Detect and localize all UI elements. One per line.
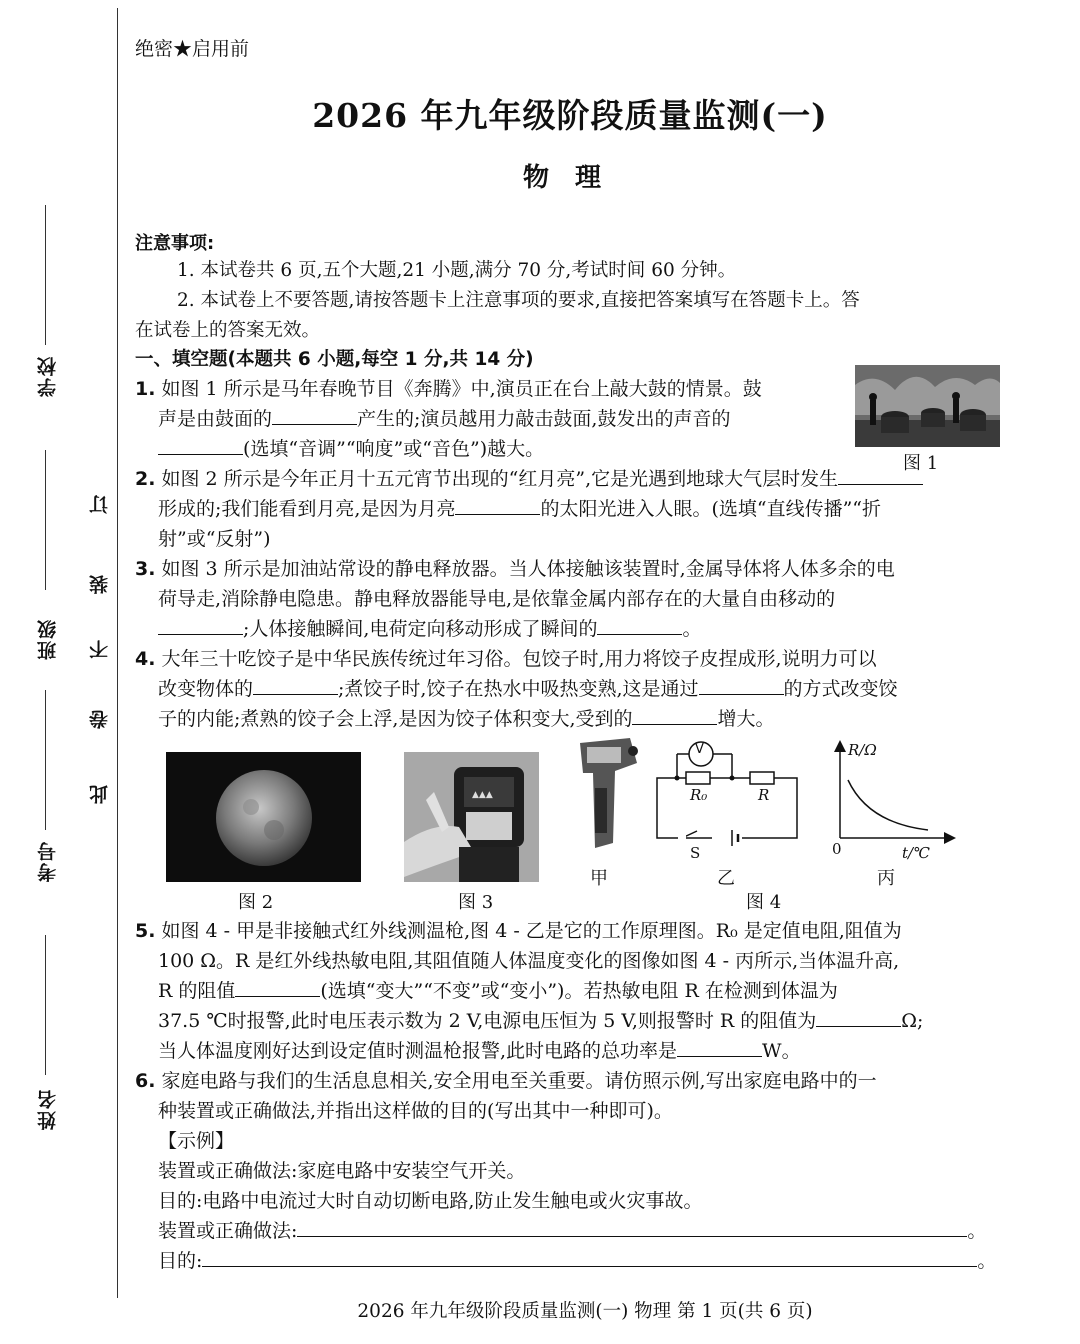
figure-4-jia-thermometer-gun: [575, 733, 640, 853]
figure-2-caption: 图 2: [238, 892, 274, 913]
figure-4-yi-circuit: [652, 738, 802, 863]
circuit-diagram: [652, 738, 802, 863]
exam-title: 2026 年九年级阶段质量监测(一): [312, 96, 828, 135]
q6-text: 家庭电路与我们的生活息息相关,安全用电至关重要。请仿照示例,写出家庭电路中的一: [155, 1070, 877, 1092]
figure-4-yi-label: 乙: [717, 868, 735, 889]
seal-char: 订: [89, 495, 111, 514]
q5-text: W。: [762, 1040, 801, 1062]
seal-char: 卷: [89, 710, 111, 729]
confidential-mark: 绝密★启用前: [135, 38, 250, 60]
q4-text: 增大。: [717, 708, 775, 730]
graph-origin: 0: [832, 840, 842, 858]
q1-text: 如图 1 所示是马年春晚节目《奔腾》中,演员正在台上敲大鼓的情景。鼓: [155, 378, 762, 400]
q5-text: 当人体温度刚好达到设定值时测温枪报警,此时电路的总功率是: [158, 1040, 678, 1062]
school-fill-line: [45, 205, 46, 345]
answer-prompt: 装置或正确做法:: [158, 1220, 298, 1242]
discharger-photo: [404, 752, 539, 882]
answer-blank: [455, 495, 540, 515]
question-number: 2.: [135, 468, 156, 490]
exam-number-label: 考号: [37, 840, 59, 882]
answer-blank: [838, 465, 923, 485]
answer-blank: [677, 1037, 762, 1057]
question-number: 5.: [135, 920, 156, 942]
margin-border-line: [117, 8, 118, 1298]
seal-char: 装: [89, 575, 111, 594]
example-heading: 【示例】: [158, 1130, 235, 1152]
figure-4-caption: 图 4: [746, 892, 782, 913]
binding-margin: [0, 0, 125, 1344]
q4-text: 的方式改变饺: [783, 678, 898, 700]
r0-label: R₀: [690, 786, 708, 804]
answer-blank: [816, 1007, 901, 1027]
r-label: R: [758, 786, 770, 804]
figure-3-static-discharger: [404, 752, 539, 882]
q2-text: 的太阳光进入人眼。(选填“直线传播”“折: [540, 498, 882, 520]
q3-text: ;人体接触瞬间,电荷定向移动形成了瞬间的: [243, 618, 598, 640]
question-number: 3.: [135, 558, 156, 580]
q3-text: 荷导走,消除静电隐患。静电释放器能导电,是依靠金属内部存在的大量自由移动的: [158, 588, 836, 610]
question-number: 6.: [135, 1070, 156, 1092]
answer-blank: [272, 405, 357, 425]
q2-text: 射”或“反射”): [158, 528, 271, 550]
answer-blank: [158, 435, 243, 455]
q5-text: (选填“变大”“不变”或“变小”)。若热敏电阻 R 在检测到体温为: [320, 980, 838, 1002]
notice-item-2: 2. 本试卷上不要答题,请按答题卡上注意事项的要求,直接把答案填写在答题卡上。答: [177, 290, 860, 311]
thermometer-gun-photo: [575, 733, 640, 853]
q1-text: 声是由鼓面的: [158, 408, 273, 430]
graph-y-label: R/Ω: [848, 741, 877, 759]
question-2: [135, 464, 923, 554]
q5-text: 如图 4 - 甲是非接触式红外线测温枪,图 4 - 乙是它的工作原理图。R₀ 是定值电阻,阻值为: [155, 920, 902, 942]
subject-title: 物理: [522, 163, 627, 193]
answer-blank: [597, 615, 682, 635]
q4-text: 大年三十吃饺子是中华民族传统过年习俗。包饺子时,用力将饺子皮捏成形,说明力可以: [155, 648, 877, 670]
voltmeter-label: V: [695, 742, 704, 757]
seal-char: 不: [89, 640, 111, 659]
school-label: 学校: [37, 355, 59, 397]
class-label: 班级: [37, 618, 59, 660]
graph-x-label: t/℃: [902, 844, 930, 862]
question-number: 1.: [135, 378, 156, 400]
question-4: [135, 644, 898, 734]
answer-blank: [253, 675, 338, 695]
switch-label: S: [690, 844, 701, 862]
question-number: 4.: [135, 648, 156, 670]
q1-text: 产生的;演员越用力敲击鼓面,鼓发出的声音的: [357, 408, 731, 430]
figure-1-drum-performance: [855, 365, 1000, 447]
q4-text: 子的内能;煮熟的饺子会上浮,是因为饺子体积变大,受到的: [158, 708, 633, 730]
q4-text: 改变物体的: [158, 678, 254, 700]
question-3: [135, 554, 895, 644]
q5-text: 37.5 ℃时报警,此时电压表示数为 2 V,电源电压恒为 5 V,则报警时 R 的阻值为: [158, 1010, 817, 1032]
period: 。: [967, 1220, 987, 1242]
q3-text: 如图 3 所示是加油站常设的静电释放器。当人体接触该装置时,金属导体将人体多余的电: [155, 558, 895, 580]
seal-char: 此: [89, 785, 111, 804]
figure-4-bing-graph: [828, 738, 958, 863]
q5-text: Ω;: [901, 1010, 924, 1032]
section-heading: 一、填空题(本题共 6 小题,每空 1 分,共 14 分): [135, 349, 534, 370]
figure-1-caption: 图 1: [903, 453, 939, 474]
name-label: 姓名: [37, 1088, 59, 1130]
question-1: [135, 374, 762, 464]
q2-text: 如图 2 所示是今年正月十五元宵节出现的“红月亮”,它是光遇到地球大气层时发生: [155, 468, 839, 490]
example-line: 装置或正确做法:家庭电路中安装空气开关。: [158, 1160, 526, 1182]
answer-blank: [158, 615, 243, 635]
notice-item-1: 1. 本试卷共 6 页,五个大题,21 小题,满分 70 分,考试时间 60 分钟。: [177, 260, 737, 281]
answer-blank: [632, 705, 717, 725]
q5-text: R 的阻值: [158, 980, 236, 1002]
answer-blank: [235, 977, 320, 997]
q1-text: (选填“音调”“响度”或“音色”)越大。: [243, 438, 545, 460]
figure-4-bing-label: 丙: [877, 868, 895, 889]
q4-text: ;煮饺子时,饺子在热水中吸热变熟,这是通过: [338, 678, 699, 700]
q6-text: 种装置或正确做法,并指出这样做的目的(写出其中一种即可)。: [158, 1100, 673, 1122]
q3-text: 。: [682, 618, 702, 640]
class-fill-line: [45, 450, 46, 590]
q5-text: 100 Ω。R 是红外线热敏电阻,其阻值随人体温度变化的图像如图 4 - 丙所示,当体温升高,: [158, 950, 900, 972]
figure-4-jia-label: 甲: [590, 868, 608, 889]
example-line: 目的:电路中电流过大时自动切断电路,防止发生触电或火灾事故。: [158, 1190, 703, 1212]
drum-scene-photo: [855, 365, 1000, 447]
page-footer: 2026 年九年级阶段质量监测(一) 物理 第 1 页(共 6 页): [357, 1301, 813, 1322]
moon-photo: [166, 752, 361, 882]
figure-3-caption: 图 3: [458, 892, 494, 913]
notice-heading: 注意事项:: [135, 233, 215, 254]
answer-line: [297, 1217, 967, 1237]
figure-2-red-moon: [166, 752, 361, 882]
notice-item-2-cont: 在试卷上的答案无效。: [135, 320, 321, 341]
svg-text:▲▲▲: ▲▲▲: [472, 790, 493, 800]
answer-blank: [699, 675, 784, 695]
question-5: [135, 916, 923, 1066]
q2-text: 形成的;我们能看到月亮,是因为月亮: [158, 498, 456, 520]
name-fill-line: [45, 935, 46, 1075]
exam-number-fill-line: [45, 690, 46, 830]
answer-prompt: 目的:: [158, 1250, 203, 1272]
period: 。: [977, 1250, 997, 1272]
question-6: [135, 1066, 996, 1276]
answer-line: [202, 1247, 977, 1267]
